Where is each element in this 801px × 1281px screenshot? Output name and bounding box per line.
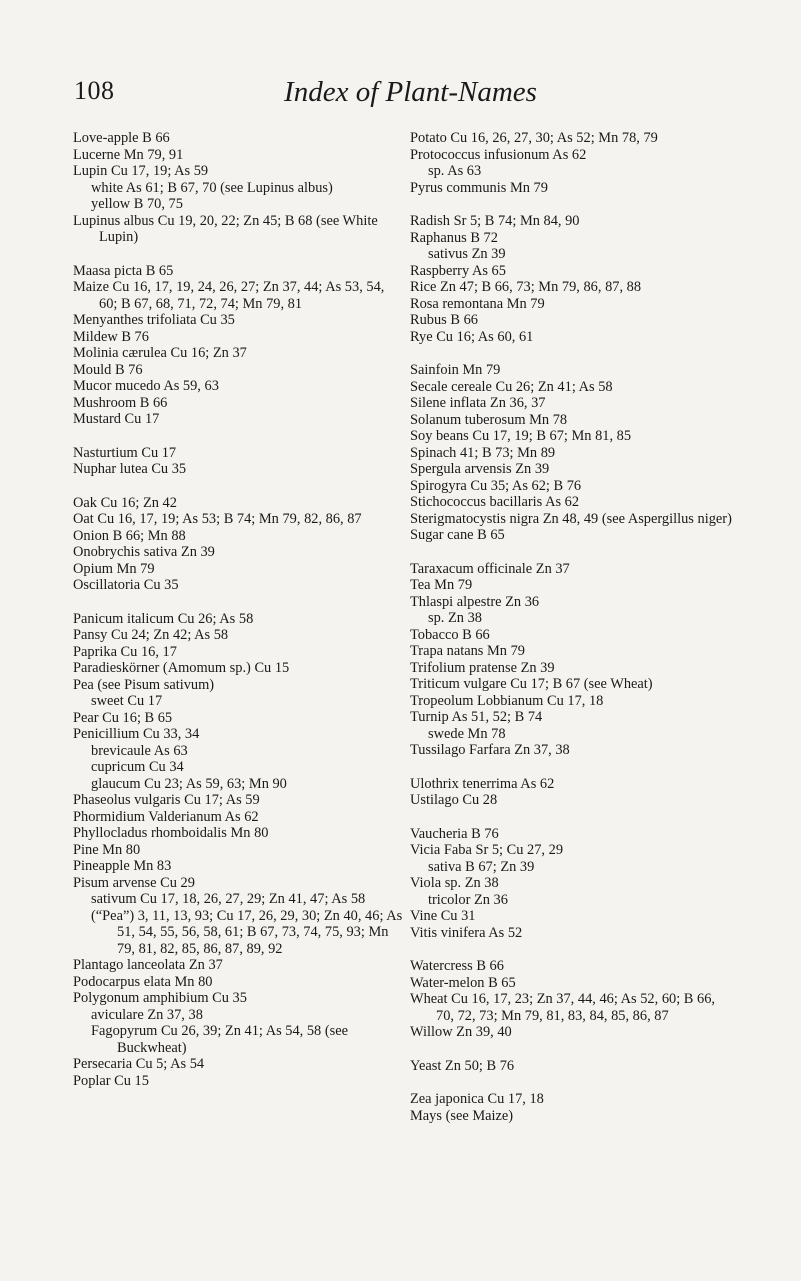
page-number: 108 xyxy=(74,76,115,105)
index-column-left xyxy=(73,130,403,1106)
index-entry: Soy beans Cu 17, 19; B 67; Mn 81, 85 xyxy=(410,428,632,444)
index-entry: Spirogyra Cu 35; As 62; B 76 xyxy=(410,477,582,494)
index-entry: Love-apple B 66 xyxy=(73,130,170,146)
index-entry: Phormidium Valderianum As 62 xyxy=(73,808,259,825)
index-entry: Pea (see Pisum sativum) xyxy=(73,676,215,693)
index-letter-group xyxy=(410,1091,735,1124)
index-entry: Radish Sr 5; B 74; Mn 84, 90 xyxy=(410,213,580,229)
index-entry: Triticum vulgare Cu 17; B 67 (see Wheat) xyxy=(410,676,653,692)
page-title: Index of Plant-Names xyxy=(284,76,537,108)
index-entry: Trifolium pratense Zn 39 xyxy=(410,659,555,676)
index-entry: Sugar cane B 65 xyxy=(410,527,505,543)
index-subentry: sativa B 67; Zn 39 xyxy=(428,858,535,875)
index-entry: Phyllocladus rhomboidalis Mn 80 xyxy=(73,825,269,841)
index-entry: Mucor mucedo As 59, 63 xyxy=(73,378,219,394)
index-entry: Watercress B 66 xyxy=(410,958,504,974)
index-entry: Vitis vinifera As 52 xyxy=(410,924,523,941)
index-letter-group xyxy=(410,776,735,809)
index-entry: Molinia cærulea Cu 16; Zn 37 xyxy=(73,345,247,361)
index-entry: Sterigmatocystis nigra Zn 48, 49 (see Aspergillus niger) xyxy=(410,510,732,527)
index-entry: Tropeolum Lobbianum Cu 17, 18 xyxy=(410,692,604,709)
index-entry: Paradieskörner (Amomum sp.) Cu 15 xyxy=(73,660,290,676)
index-entry: Raphanus B 72 xyxy=(410,229,498,246)
index-entry: Onobrychis sativa Zn 39 xyxy=(73,544,215,560)
index-entry: Zea japonica Cu 17, 18 xyxy=(410,1091,544,1107)
index-entry: Willow Zn 39, 40 xyxy=(410,1024,512,1040)
index-entry: Vine Cu 31 xyxy=(410,908,476,924)
index-subentry: (“Pea”) 3, 11, 13, 93; Cu 17, 26, 29, 30; Zn 40, 46; As 51, 54, 55, 56, 58, 61; B 67, 73, 74, 75, 93; Mn 79, 81, 82, 85, 86, 87, 89, 92 xyxy=(91,907,403,957)
index-entry: Pyrus communis Mn 79 xyxy=(410,179,548,196)
index-letter-group xyxy=(410,213,735,345)
index-entry: Viola sp. Zn 38 xyxy=(410,875,499,891)
index-entry: Spinach 41; B 73; Mn 89 xyxy=(410,444,556,461)
index-entry: Nasturtium Cu 17 xyxy=(73,444,177,461)
index-entry: Mould B 76 xyxy=(73,361,143,378)
index-entry: Wheat Cu 16, 17, 23; Zn 37, 44, 46; As 52, 60; B 66, 70, 72, 73; Mn 79, 81, 83, 84, 85, 86, 87 xyxy=(410,991,715,1024)
index-entry: Phaseolus vulgaris Cu 17; As 59 xyxy=(73,792,260,808)
index-entry: Mushroom B 66 xyxy=(73,394,168,411)
index-entry: Penicillium Cu 33, 34 xyxy=(73,726,200,742)
index-entry: Stichococcus bacillaris As 62 xyxy=(410,494,580,510)
index-letter-group xyxy=(410,561,735,759)
index-entry: Tussilago Farfara Zn 37, 38 xyxy=(410,742,570,758)
index-letter-group xyxy=(410,958,735,1041)
index-entry: Panicum italicum Cu 26; As 58 xyxy=(73,610,254,627)
index-entry: Yeast Zn 50; B 76 xyxy=(410,1057,515,1074)
index-entry: Solanum tuberosum Mn 78 xyxy=(410,411,568,428)
index-entry: Pear Cu 16; B 65 xyxy=(73,709,173,726)
index-entry: Silene inflata Zn 36, 37 xyxy=(410,395,546,411)
index-entry: Poplar Cu 15 xyxy=(73,1072,149,1089)
index-entry: Taraxacum officinale Zn 37 xyxy=(410,560,570,577)
index-entry: Raspberry As 65 xyxy=(410,262,506,279)
index-entry: Rubus B 66 xyxy=(410,312,478,328)
index-entry: Rosa remontana Mn 79 xyxy=(410,295,545,312)
index-entry: Trapa natans Mn 79 xyxy=(410,643,525,659)
index-entry: Menyanthes trifoliata Cu 35 xyxy=(73,312,235,328)
index-subentry: aviculare Zn 37, 38 xyxy=(91,1006,203,1023)
index-entry: Tea Mn 79 xyxy=(410,577,473,593)
index-entry: Plantago lanceolata Zn 37 xyxy=(73,957,223,973)
index-subentry: tricolor Zn 36 xyxy=(428,891,508,908)
index-entry: Lupinus albus Cu 19, 20, 22; Zn 45; B 68 (see White Lupin) xyxy=(73,212,378,245)
page-header xyxy=(0,76,801,116)
index-entry: Vaucheria B 76 xyxy=(410,825,499,842)
index-subentry: white As 61; B 67, 70 (see Lupinus albus) xyxy=(91,179,333,196)
index-entry: Vicia Faba Sr 5; Cu 27, 29 xyxy=(410,842,564,858)
index-entry: Secale cereale Cu 26; Zn 41; As 58 xyxy=(410,378,613,395)
index-entry: Rice Zn 47; B 66, 73; Mn 79, 86, 87, 88 xyxy=(410,279,642,295)
index-entry: Paprika Cu 16, 17 xyxy=(73,643,177,660)
index-entry: Opium Mn 79 xyxy=(73,560,155,577)
index-entry: Lucerne Mn 79, 91 xyxy=(73,146,184,163)
index-entry: Ustilago Cu 28 xyxy=(410,792,498,808)
index-subentry: yellow B 70, 75 xyxy=(91,196,183,212)
index-entry: Pansy Cu 24; Zn 42; As 58 xyxy=(73,627,229,643)
index-entry: Rye Cu 16; As 60, 61 xyxy=(410,328,534,345)
index-column-right xyxy=(410,130,735,1141)
index-entry: Maize Cu 16, 17, 19, 24, 26, 27; Zn 37, 44; As 53, 54, 60; B 67, 68, 71, 72, 74; Mn 79, 81 xyxy=(73,279,385,312)
index-entry: Water-melon B 65 xyxy=(410,974,516,991)
index-entry: Spergula arvensis Zn 39 xyxy=(410,461,550,477)
index-entry: Podocarpus elata Mn 80 xyxy=(73,973,213,990)
index-subentry: sativus Zn 39 xyxy=(428,246,506,262)
index-entry: Protococcus infusionum As 62 xyxy=(410,146,587,163)
index-subentry: sp. As 63 xyxy=(428,163,482,179)
index-letter-group xyxy=(73,611,403,1090)
index-entry: Polygonum amphibium Cu 35 xyxy=(73,990,247,1006)
index-entry: Nuphar lutea Cu 35 xyxy=(73,461,187,477)
index-entry: Pisum arvense Cu 29 xyxy=(73,874,195,891)
index-entry: Ulothrix tenerrima As 62 xyxy=(410,775,555,792)
index-entry: Mildew B 76 xyxy=(73,328,149,345)
index-subentry: cupricum Cu 34 xyxy=(91,759,184,775)
index-entry: Sainfoin Mn 79 xyxy=(410,362,501,378)
index-entry: Persecaria Cu 5; As 54 xyxy=(73,1056,205,1072)
index-entry: Maasa picta B 65 xyxy=(73,262,174,279)
index-letter-group xyxy=(73,130,403,246)
index-letter-group xyxy=(410,130,735,196)
index-letter-group xyxy=(410,362,735,544)
index-subentry: glaucum Cu 23; As 59, 63; Mn 90 xyxy=(91,775,287,792)
index-letter-group xyxy=(73,495,403,594)
index-subentry: brevicaule As 63 xyxy=(91,742,188,759)
index-letter-group xyxy=(73,263,403,428)
index-subentry: sp. Zn 38 xyxy=(428,610,482,626)
index-letter-group xyxy=(410,1058,735,1075)
index-entry: Oat Cu 16, 17, 19; As 53; B 74; Mn 79, 82, 86, 87 xyxy=(73,511,362,527)
index-entry: Thlaspi alpestre Zn 36 xyxy=(410,593,540,610)
index-entry: Oak Cu 16; Zn 42 xyxy=(73,494,177,511)
index-entry: Onion B 66; Mn 88 xyxy=(73,527,186,544)
index-letter-group xyxy=(410,826,735,942)
index-subentry: Fagopyrum Cu 26, 39; Zn 41; As 54, 58 (see Buckwheat) xyxy=(91,1023,349,1056)
index-letter-group xyxy=(73,445,403,478)
index-subentry: sweet Cu 17 xyxy=(91,693,163,709)
index-entry: Turnip As 51, 52; B 74 xyxy=(410,709,543,725)
index-subentry: swede Mn 78 xyxy=(428,725,506,742)
index-subentry: sativum Cu 17, 18, 26, 27, 29; Zn 41, 47; As 58 xyxy=(91,891,366,907)
index-entry: Potato Cu 16, 26, 27, 30; As 52; Mn 78, 79 xyxy=(410,130,658,146)
index-entry: Oscillatoria Cu 35 xyxy=(73,577,179,593)
index-entry: Tobacco B 66 xyxy=(410,626,490,643)
index-entry: Lupin Cu 17, 19; As 59 xyxy=(73,163,209,179)
index-entry: Pine Mn 80 xyxy=(73,841,141,858)
index-entry: Mustard Cu 17 xyxy=(73,411,160,427)
index-entry: Pineapple Mn 83 xyxy=(73,858,172,874)
index-entry: Mays (see Maize) xyxy=(410,1107,514,1124)
